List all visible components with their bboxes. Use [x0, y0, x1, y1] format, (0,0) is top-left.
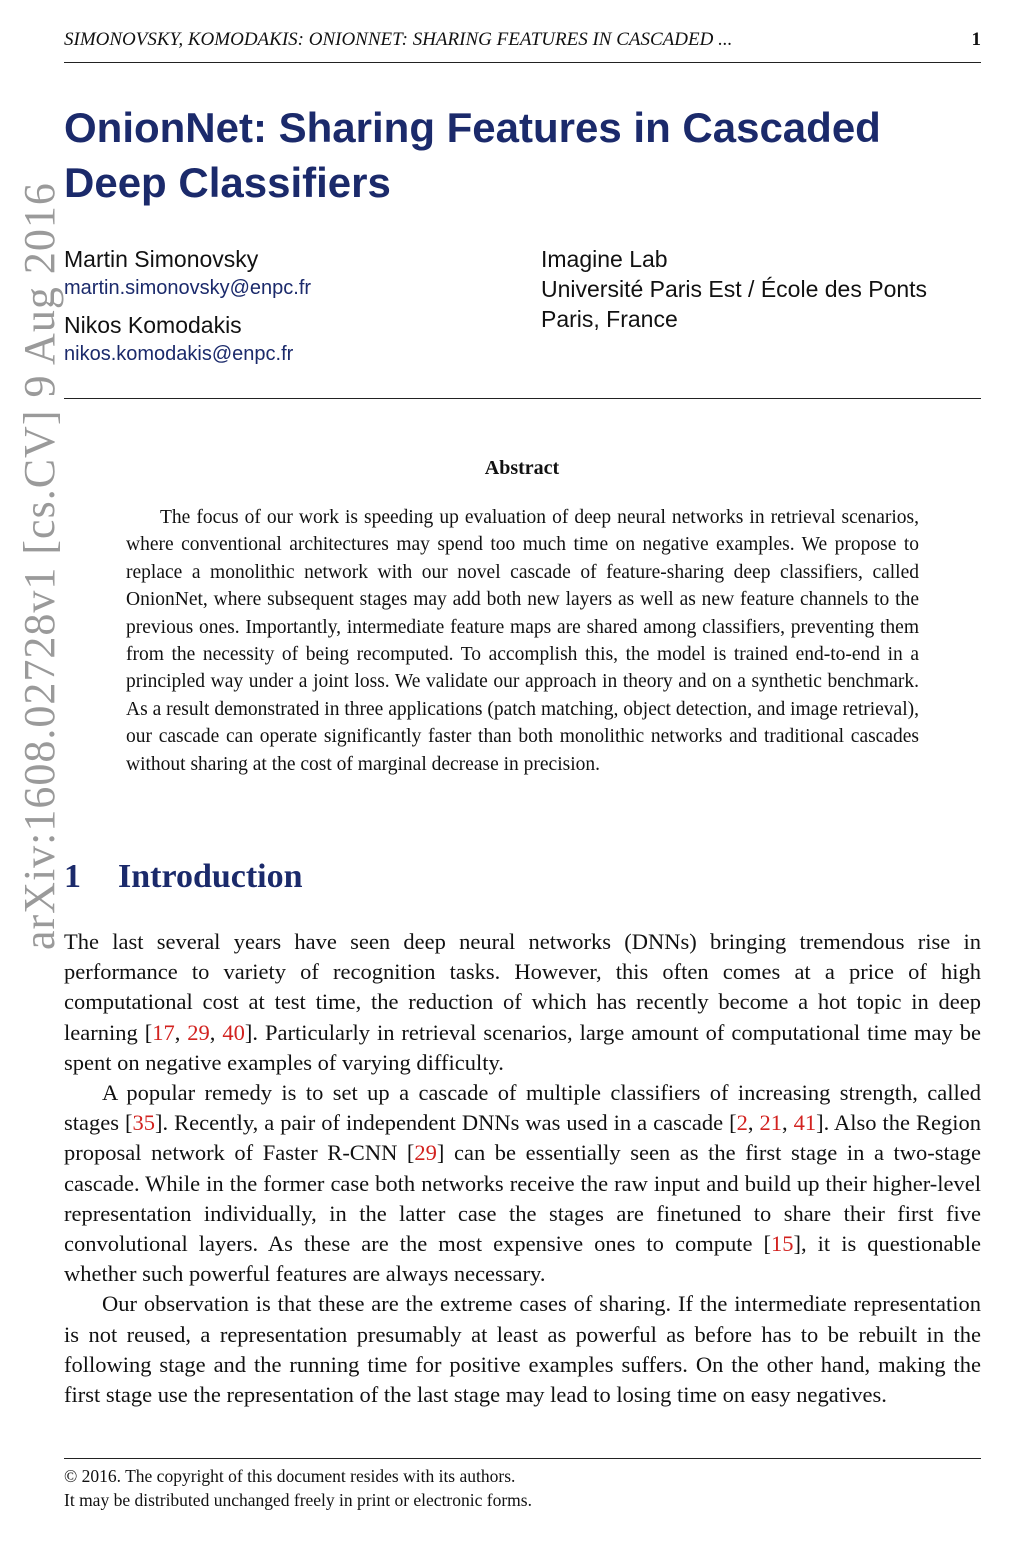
- introduction-body: [64, 927, 981, 1410]
- citation-link[interactable]: 35: [132, 1110, 155, 1136]
- intro-paragraph-1: [64, 927, 981, 1078]
- affiliation-location: Paris, France: [541, 306, 678, 332]
- paper-title-line-1: OnionNet: Sharing Features in Cascaded: [64, 104, 881, 151]
- separator: ,: [782, 1110, 794, 1136]
- running-header: [64, 26, 981, 63]
- paragraph-text: ]. Particularly in retrieval scenarios, large amount of computational time may be spent on negative examples of varying difficulty.: [64, 1019, 981, 1075]
- paper-title: [64, 100, 964, 210]
- author-email-link[interactable]: martin.simonovsky@enpc.fr: [64, 277, 312, 299]
- citation-link[interactable]: 15: [771, 1231, 794, 1257]
- intro-paragraph-3: Our observation is that these are the extreme cases of sharing. If the intermediate representation is not reused, a representation presumably at least as powerful as before has to be rebuilt in the following stage and the running time for positive examples suffers. On the other hand, making the first stage use the representation of the last stage may lead to losing time on easy negatives.: [64, 1291, 981, 1408]
- footnote-line-2: It may be distributed unchanged freely in print or electronic forms.: [64, 1490, 532, 1510]
- paragraph-text: ], it is questionable whether such powerful features are always necessary.: [64, 1231, 981, 1287]
- paragraph-text: ]. Also the Region proposal network of Faster R-CNN [: [64, 1110, 982, 1166]
- paragraph-text: ]. Recently, a pair of independent DNNs was used in a cascade [: [154, 1110, 737, 1136]
- page-number: 1: [971, 29, 981, 50]
- paragraph-text: ] can be essentially seen as the first stage in a two-stage cascade. While in the former case both networks receive the raw input and build up their higher-level representation individually, in the latter case the stages are finetuned to share their first five convolutional layers. As these are the most expensive ones to compute [: [64, 1140, 981, 1257]
- separator: ,: [209, 1019, 223, 1045]
- paragraph-text: A popular remedy is to set up a cascade of multiple classifiers of increasing strength, called stages [: [64, 1080, 981, 1136]
- affiliation: [541, 244, 927, 334]
- abstract-text: The focus of our work is speeding up evaluation of deep neural networks in retrieval scenarios, where conventional architectures may spend too much time on negative examples. We propose to replace a monolithic network with our novel cascade of feature-sharing deep classifiers, called OnionNet, where subsequent stages may add both new layers as well as new feature channels to the previous ones. Importantly, intermediate feature maps are shared among classifiers, preventing them from the necessity of being recomputed. To accomplish this, the model is trained end-to-end in a principled way under a joint loss. We validate our approach in theory and on a synthetic benchmark. As a result demonstrated in three applications (patch matching, object detection, and image retrieval), our cascade can operate significantly faster than both monolithic networks and traditional cascades without sharing at the cost of marginal decrease in precision.: [126, 507, 919, 775]
- abstract-heading: Abstract: [484, 457, 560, 479]
- citation-link[interactable]: 21: [759, 1110, 782, 1136]
- author-email-link[interactable]: nikos.komodakis@enpc.fr: [64, 343, 294, 365]
- intro-paragraph-2: [64, 1078, 981, 1289]
- author-entry: [64, 310, 311, 368]
- arxiv-side-stamp: arXiv:1608.02728v1 [cs.CV] 9 Aug 2016: [15, 182, 64, 950]
- section-number: 1: [64, 858, 81, 895]
- section-heading-introduction: [64, 858, 303, 896]
- separator: ,: [747, 1110, 760, 1136]
- citation-link[interactable]: 29: [187, 1019, 210, 1045]
- author-name: Nikos Komodakis: [64, 312, 242, 338]
- footnote-line-1: © 2016. The copyright of this document resides with its authors.: [64, 1466, 516, 1486]
- citation-link[interactable]: 2: [736, 1110, 748, 1136]
- citation-link[interactable]: 17: [152, 1019, 175, 1045]
- section-title: Introduction: [118, 858, 303, 895]
- author-list: [64, 244, 311, 376]
- separator: ,: [174, 1019, 188, 1045]
- paper-title-line-2: Deep Classifiers: [64, 159, 391, 206]
- running-title: SIMONOVSKY, KOMODAKIS: ONIONNET: SHARING FEATURES IN CASCADED ...: [64, 29, 733, 50]
- citation-link[interactable]: 41: [793, 1110, 817, 1136]
- header-divider: [64, 398, 981, 399]
- affiliation-lab: Imagine Lab: [541, 246, 668, 272]
- citation-link[interactable]: 40: [222, 1019, 245, 1045]
- paragraph-text: The last several years have seen deep neural networks (DNNs) bringing tremendous rise in performance to variety of recognition tasks. However, this often comes at a price of high computational cost at test time, the reduction of which has recently become a hot topic in deep learning [: [64, 929, 981, 1045]
- author-entry: [64, 244, 311, 302]
- copyright-footnote: [64, 1464, 532, 1512]
- affiliation-university: Université Paris Est / École des Ponts: [541, 276, 928, 302]
- author-name: Martin Simonovsky: [64, 246, 259, 272]
- citation-link[interactable]: 29: [414, 1140, 437, 1166]
- footnote-divider: [64, 1458, 981, 1459]
